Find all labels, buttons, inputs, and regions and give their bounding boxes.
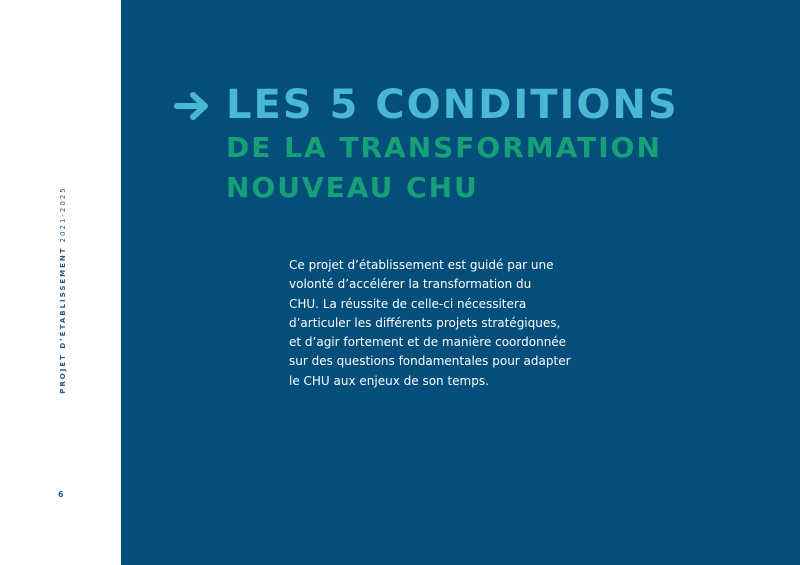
intro-line: le CHU aux enjeux de son temps. bbox=[289, 373, 489, 388]
intro-line: CHU. La réussite de celle-ci nécessitera bbox=[289, 296, 527, 311]
heading-line-3: NOUVEAU CHU bbox=[226, 171, 479, 204]
intro-line: et d’agir fortement et de manière coordonnée bbox=[289, 335, 567, 350]
heading-line-2: DE LA TRANSFORMATION bbox=[226, 131, 662, 164]
arrow-right-icon bbox=[173, 86, 213, 126]
running-header bbox=[59, 186, 67, 393]
running-header-title: PROJET D’ÉTABLISSEMENT bbox=[59, 246, 67, 394]
page-margin bbox=[0, 0, 121, 565]
intro-line: d’articuler les différents projets stratégiques, bbox=[289, 315, 561, 330]
intro-line: volonté d’accélérer la transformation du bbox=[289, 277, 532, 292]
running-header-years: 2021-2025 bbox=[59, 186, 67, 243]
heading-line-1: LES 5 CONDITIONS bbox=[226, 82, 679, 128]
page-number: 6 bbox=[58, 490, 64, 499]
intro-paragraph bbox=[289, 256, 589, 391]
intro-line: sur des questions fondamentales pour adapter bbox=[289, 354, 571, 369]
intro-line: Ce projet d’établissement est guidé par une bbox=[289, 258, 554, 272]
